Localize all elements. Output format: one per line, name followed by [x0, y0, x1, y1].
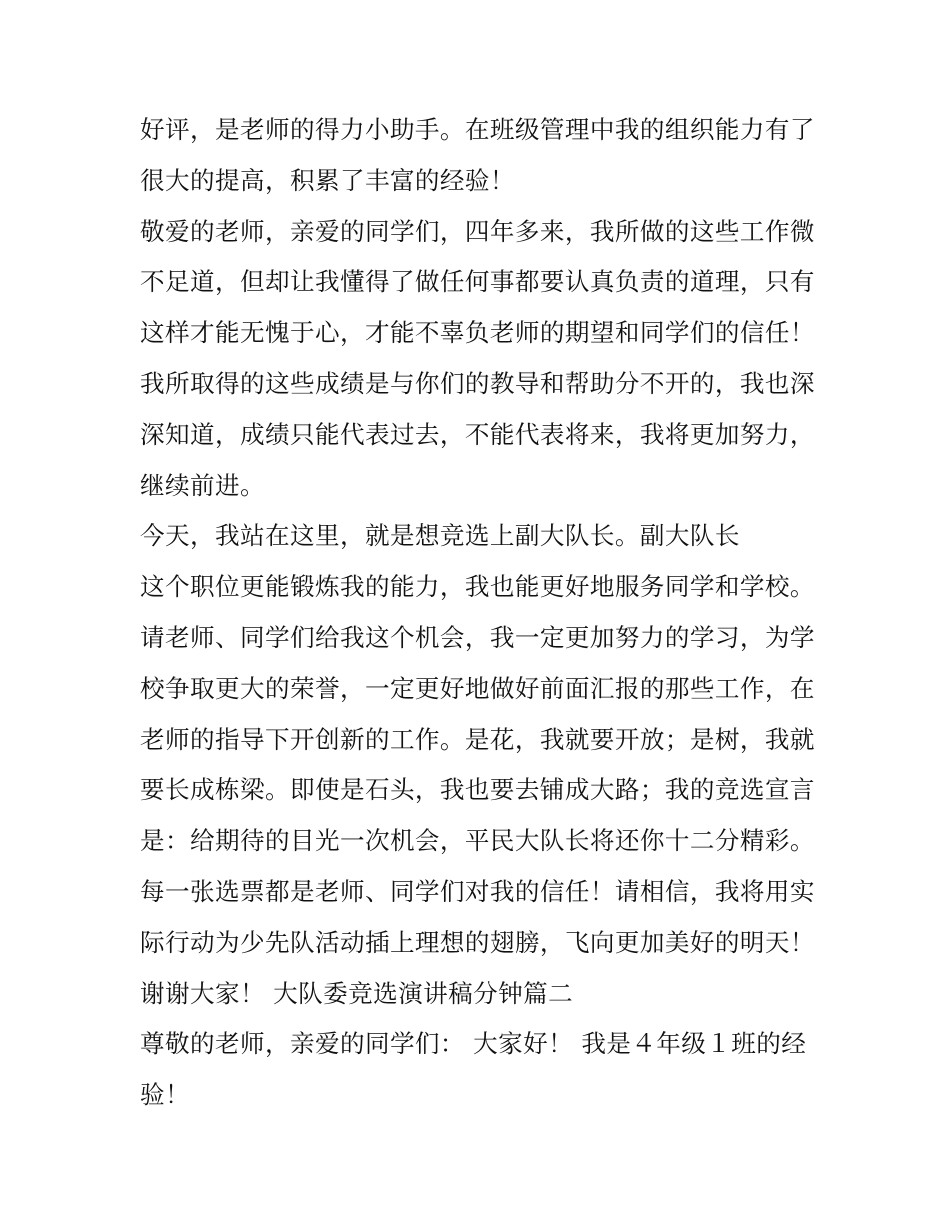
text-line: 每一张选票都是老师、同学们对我的信任！请相信，我将用实: [140, 876, 815, 906]
text-line: 谢谢大家！ 大队委竞选演讲稿分钟篇二: [140, 978, 574, 1008]
text-line: 今天，我站在这里，就是想竞选上副大队长。副大队长: [140, 521, 740, 551]
text-line: 敬爱的老师，亲爱的同学们，四年多来，我所做的这些工作微: [140, 216, 815, 246]
text-line: 校争取更大的荣誉，一定更好地做好前面汇报的那些工作，在: [140, 673, 815, 703]
text-line: 这个职位更能锻炼我的能力，我也能更好地服务同学和学校。: [140, 572, 815, 602]
text-line: 际行动为少先队活动插上理想的翅膀，飞向更加美好的明天！: [140, 927, 815, 957]
text-line: 是：给期待的目光一次机会，平民大队长将还你十二分精彩。: [140, 826, 815, 856]
text-line: 继续前进。: [140, 470, 265, 500]
text-line: 不足道，但却让我懂得了做任何事都要认真负责的道理，只有: [140, 267, 815, 297]
text-line: 请老师、同学们给我这个机会，我一定更加努力的学习，为学: [140, 622, 815, 652]
text-line: 我所取得的这些成绩是与你们的教导和帮助分不开的，我也深: [140, 368, 815, 398]
text-line: 深知道，成绩只能代表过去，不能代表将来，我将更加努力，: [140, 419, 815, 449]
text-line: 很大的提高，积累了丰富的经验！: [140, 165, 515, 195]
text-line: 要长成栋梁。即使是石头，我也要去铺成大路；我的竞选宣言: [140, 775, 815, 805]
text-line: 老师的指导下开创新的工作。是花，我就要开放；是树，我就: [140, 724, 815, 754]
text-line: 验！: [140, 1080, 190, 1110]
text-line: 尊敬的老师，亲爱的同学们： 大家好！ 我是４年级１班的经: [140, 1029, 807, 1059]
text-line: 这样才能无愧于心，才能不辜负老师的期望和同学们的信任！: [140, 318, 815, 348]
text-line: 好评，是老师的得力小助手。在班级管理中我的组织能力有了: [140, 115, 815, 144]
document-body: [140, 105, 830, 1121]
